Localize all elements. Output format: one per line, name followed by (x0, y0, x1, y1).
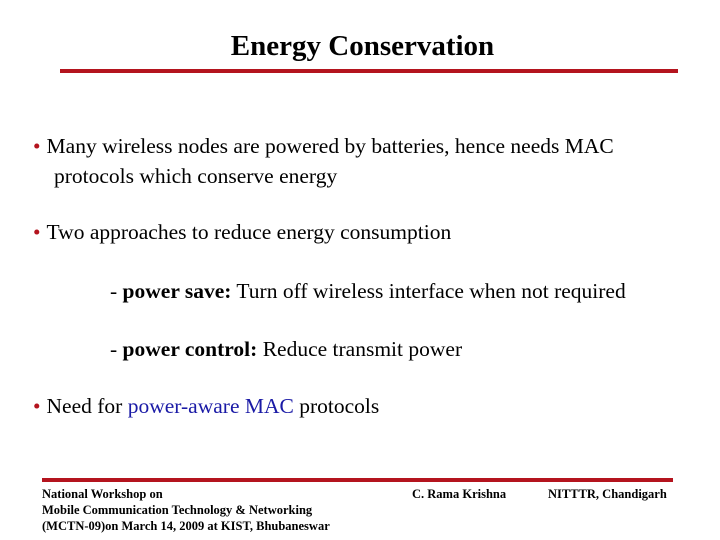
bullet-batteries (33, 131, 703, 191)
footer-event-line3: (MCTN-09)on March 14, 2009 at KIST, Bhubaneswar (42, 519, 330, 533)
bullet-marker: • (33, 134, 41, 158)
footer-divider (42, 478, 673, 482)
bullet-text-prefix: Need for (46, 394, 128, 418)
bullet-text: Two approaches to reduce energy consumption (46, 220, 452, 244)
slide-title: Energy Conservation (230, 30, 495, 62)
bullet-text-highlight: power-aware MAC (127, 394, 294, 418)
sub-item-term: power control: (122, 337, 258, 361)
footer-event-line1: National Workshop on (42, 487, 163, 501)
sub-item-desc: Turn off wireless interface when not required (231, 279, 626, 303)
footer-event-info (42, 486, 402, 534)
sub-item-term: power save: (122, 279, 232, 303)
bullet-power-aware (33, 391, 703, 421)
footer-event-line2: Mobile Communication Technology & Networking (42, 503, 313, 517)
title-divider (60, 69, 678, 73)
bullet-marker: • (33, 394, 41, 418)
footer-author: C. Rama Krishna (412, 487, 507, 501)
sub-item-dash: - (110, 337, 123, 361)
bullet-text-line2: protocols which conserve energy (54, 164, 338, 188)
sub-item-power-save (110, 276, 710, 306)
bullet-text-line1: Many wireless nodes are powered by batteries, hence needs MAC (46, 134, 614, 158)
footer-institute: NITTTR, Chandigarh (548, 487, 667, 501)
sub-item-desc: Reduce transmit power (257, 337, 463, 361)
bullet-text-suffix: protocols (293, 394, 380, 418)
sub-item-dash: - (110, 279, 123, 303)
bullet-two-approaches (33, 217, 703, 247)
sub-item-power-control (110, 334, 710, 364)
bullet-marker: • (33, 220, 41, 244)
